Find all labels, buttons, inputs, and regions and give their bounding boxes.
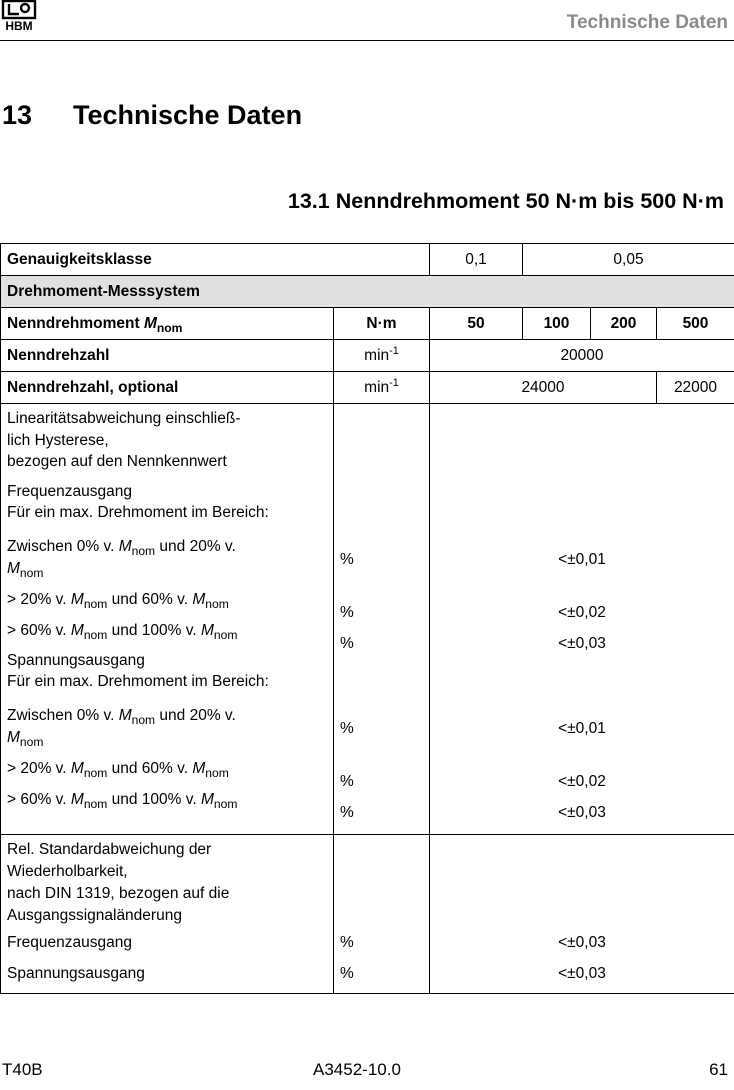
linearity-value: <±0,02 — [558, 773, 606, 790]
linearity-unit-cell — [334, 404, 430, 835]
torque-unit: N·m — [334, 308, 430, 340]
speed-optional-value-1: 24000 — [430, 372, 657, 404]
chapter-title: Technische Daten — [73, 100, 303, 130]
header-rule — [0, 40, 734, 41]
speed-unit: $\min^{-1}$ — [334, 340, 430, 372]
hbm-logo — [0, 0, 38, 32]
unit: % — [340, 934, 354, 951]
speed-label: Nenndrehzahl — [1, 340, 334, 372]
linearity-value: <±0,02 — [558, 604, 606, 621]
linearity-value: <±0,03 — [558, 635, 606, 652]
range-label: Für ein max. Drehmoment im Bereich: — [7, 673, 269, 690]
table-row — [1, 404, 734, 835]
chapter-number: 13 — [2, 100, 33, 130]
torque-value: 500 — [657, 308, 734, 340]
unit: % — [340, 804, 354, 821]
repeatability-title: Wiederholbarkeit, — [7, 863, 128, 880]
range-row: > 20% v. $M_{nom}$ und 60% v. $M_{nom}$ — [7, 759, 229, 780]
linearity-value: <±0,03 — [558, 804, 606, 821]
repeatability-value: <±0,03 — [558, 965, 606, 982]
table-row — [1, 276, 734, 308]
linearity-value-cell — [430, 404, 734, 835]
voltage-output-label: Spannungsausgang — [7, 965, 145, 982]
page-number: 61 — [709, 1060, 728, 1079]
torque-value: 100 — [523, 308, 591, 340]
table-row — [1, 340, 734, 372]
unit: % — [340, 965, 354, 982]
torque-label: Nenndrehmoment $M_{nom}$ — [1, 308, 334, 340]
section-title: 13.1 Nenndrehmoment 50 N·m bis 500 N·m — [287, 189, 724, 213]
unit: % — [340, 773, 354, 790]
linearity-value: <±0,01 — [558, 551, 606, 568]
unit: % — [340, 720, 354, 737]
frequency-output-label: Frequenzausgang — [7, 482, 132, 500]
repeatability-subtitle: Ausgangssignaländerung — [7, 907, 182, 924]
linearity-value: <±0,01 — [558, 720, 606, 737]
voltage-output-label: Spannungsausgang — [7, 651, 145, 669]
linearity-title: lich Hysterese, — [7, 431, 109, 449]
torque-value: 200 — [591, 308, 657, 340]
table-row — [1, 372, 734, 404]
group-header: Drehmoment-Messsystem — [1, 276, 734, 308]
speed-optional-label: Nenndrehzahl, optional — [1, 372, 334, 404]
table-row — [1, 835, 734, 994]
unit: % — [340, 635, 354, 652]
logo-text: HBM — [5, 19, 33, 32]
range-row: Zwischen 0% v. $M_{nom}$ und 20% v. $M_{nom}$ — [7, 537, 236, 580]
repeatability-value-cell — [430, 835, 734, 994]
range-label: Für ein max. Drehmoment im Bereich: — [7, 504, 269, 521]
repeatability-subtitle: nach DIN 1319, bezogen auf die — [7, 885, 230, 902]
table-row — [1, 244, 734, 276]
repeatability-label-cell — [1, 835, 334, 994]
speed-value: 20000 — [430, 340, 734, 372]
accuracy-label: Genauigkeitsklasse — [1, 244, 430, 276]
spec-table — [0, 243, 734, 994]
unit: % — [340, 604, 354, 621]
range-row: > 60% v. $M_{nom}$ und 100% v. $M_{nom}$ — [7, 621, 238, 642]
linearity-title: Linearitätsabweichung einschließ- — [7, 410, 241, 427]
accuracy-value-1: 0,1 — [430, 244, 523, 276]
footer-product: T40B — [2, 1060, 43, 1079]
linearity-subtitle: bezogen auf den Nennkennwert — [7, 453, 227, 470]
unit: % — [340, 551, 354, 568]
range-row: Zwischen 0% v. $M_{nom}$ und 20% v. $M_{nom}$ — [7, 706, 236, 749]
table-row — [1, 308, 734, 340]
range-row: > 60% v. $M_{nom}$ und 100% v. $M_{nom}$ — [7, 790, 238, 811]
speed-optional-unit: $\min^{-1}$ — [334, 372, 430, 404]
footer-doc-number: A3452-10.0 — [313, 1060, 401, 1079]
linearity-label-cell — [1, 404, 334, 835]
range-row: > 20% v. $M_{nom}$ und 60% v. $M_{nom}$ — [7, 590, 229, 611]
frequency-output-label: Frequenzausgang — [7, 934, 132, 951]
repeatability-title: Rel. Standardabweichung der — [7, 841, 212, 858]
speed-optional-value-2: 22000 — [657, 372, 734, 404]
repeatability-value: <±0,03 — [558, 934, 606, 951]
torque-value: 50 — [430, 308, 523, 340]
accuracy-value-2: 0,05 — [523, 244, 734, 276]
header-title: Technische Daten — [566, 12, 728, 33]
repeatability-unit-cell — [334, 835, 430, 994]
